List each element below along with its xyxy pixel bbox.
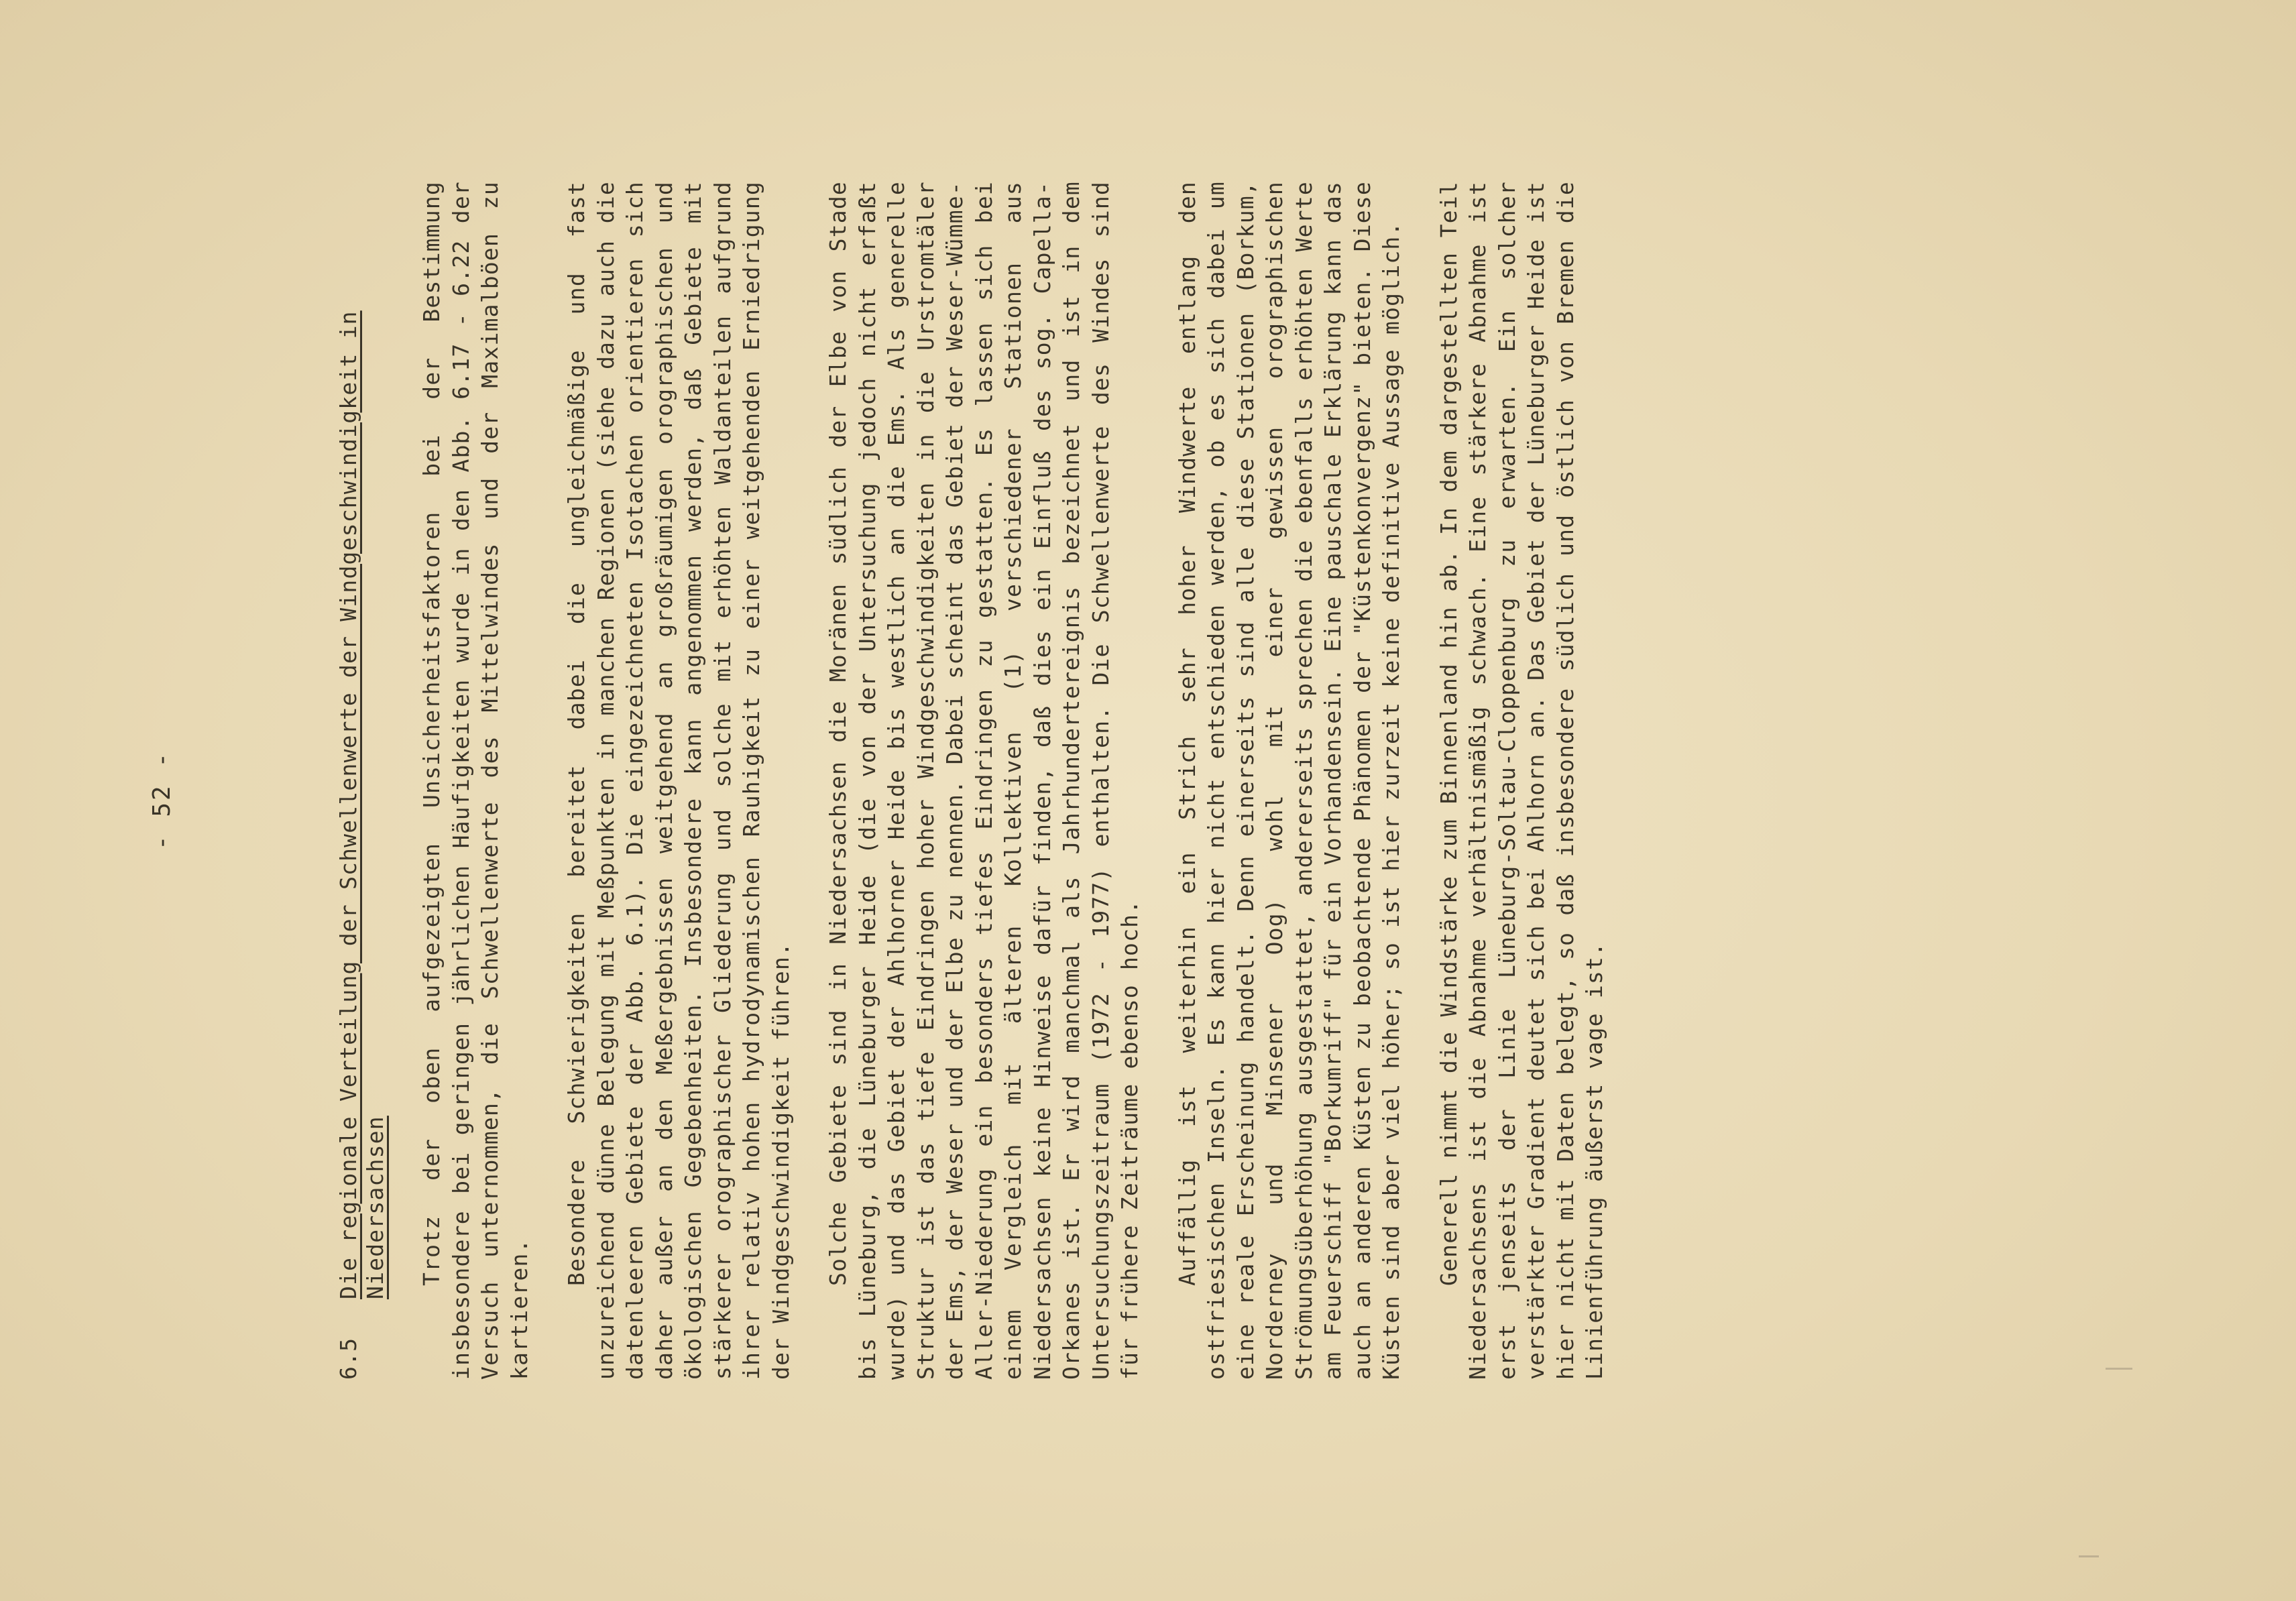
section-number: 6.5 bbox=[335, 1337, 361, 1380]
paragraph-5: Generell nimmt die Windstärke zum Binnenland hin ab. In dem dargestellten Teil Niedersachsens ist die Abnahme verhältnismäßig schwach. Eine stärkere Abnahme ist erst jenseits der Linie Lüneburg-Soltau-Cloppenburg zu erwarten. Ein solcher verstärkter Gradient deutet sich bei Ahlhorn an. Das Gebiet der Lüneburger Heide ist hier nicht mit Daten belegt, so daß insbesondere südlich und östlich von Bremen die Linienführung äußerst vage ist. bbox=[1435, 181, 1607, 1380]
stray-pen-mark bbox=[2106, 1368, 2132, 1370]
paragraph-4: Auffällig ist weiterhin ein Strich sehr hoher Windwerte entlang den ostfriesischen Inseln. Es kann hier nicht entschieden werden, ob es sich dabei um eine reale Erscheinung handelt. Denn einerseits sind alle diese Stationen (Borkum, Norderney und Minsener Oog) wohl mit einer gewissen orographischen Strömungsüberhöhung ausgestattet, andererseits sprechen die ebenfalls erhöhten Werte am Feuerschiff "Borkumriff" für ein Vorhandensein. Eine pauschale Erklärung kann das auch an anderen Küsten zu beobachtende Phänomen der "Küstenkonvergenz" bieten. Diese Küsten sind aber viel höher; so ist hier zurzeit keine definitive Aussage möglich. bbox=[1173, 181, 1404, 1380]
stray-pen-mark bbox=[2079, 1555, 2099, 1557]
paragraph-1: Trotz der oben aufgezeigten Unsicherheitsfaktoren bei der Bestimmung insbesondere bei geringen jährlichen Häufigkeiten wurde in den Abb. 6.17 - 6.22 der Versuch unternommen, die Schwellenwerte des Mittelwindes und der Maximalböen zu kartieren. bbox=[418, 181, 532, 1380]
section-heading bbox=[335, 181, 394, 1380]
section-title: Die regionale Verteilung der Schwellenwerte der Windgeschwindigkeit in Niedersachsen bbox=[335, 310, 388, 1299]
paragraph-3: Solche Gebiete sind in Niedersachsen die Moränen südlich der Elbe von Stade bis Lüneburg, die Lüneburger Heide (die von der Untersuchung jedoch nicht erfaßt wurde) und das Gebiet der Ahlhorner Heide bis westlich an die Ems. Als generelle Struktur ist das tiefe Eindringen hoher Windgeschwindigkeiten in die Urstromtäler der Ems, der Weser und der Elbe zu nennen. Dabei scheint das Gebiet der Weser-Wümme-Aller-Niederung ein besonders tiefes Eindringen zu gestatten. Es lassen sich bei einem Vergleich mit älteren Kollektiven (1) verschiedener Stationen aus Niedersachsen keine Hinweise dafür finden, daß dies ein Einfluß des sog. Capella-Orkanes ist. Er wird manchmal als Jahrhundertereignis bezeichnet und ist in dem Untersuchungszeitraum (1972 - 1977) enthalten. Die Schwellenwerte des Windes sind für frühere Zeiträume ebenso hoch. bbox=[825, 181, 1143, 1380]
page-number: - 52 - bbox=[148, 750, 176, 851]
paragraph-2: Besondere Schwierigkeiten bereitet dabei die ungleichmäßige und fast unzureichend dünne Belegung mit Meßpunkten in manchen Regionen (siehe dazu auch die datenleeren Gebiete der Abb. 6.1). Die eingezeichneten Isotachen orientieren sich daher außer an den Meßergebnissen weitgehend an großräumigen orographischen und ökologischen Gegebenheiten. Insbesondere kann angenommen werden, daß Gebiete mit stärkerer orographischer Gliederung und solche mit erhöhten Waldanteilen aufgrund ihrer relativ hohen hydrodynamischen Rauhigkeit zu einer weitgehenden Erniedrigung der Windgeschwindigkeit führen. bbox=[563, 181, 794, 1380]
